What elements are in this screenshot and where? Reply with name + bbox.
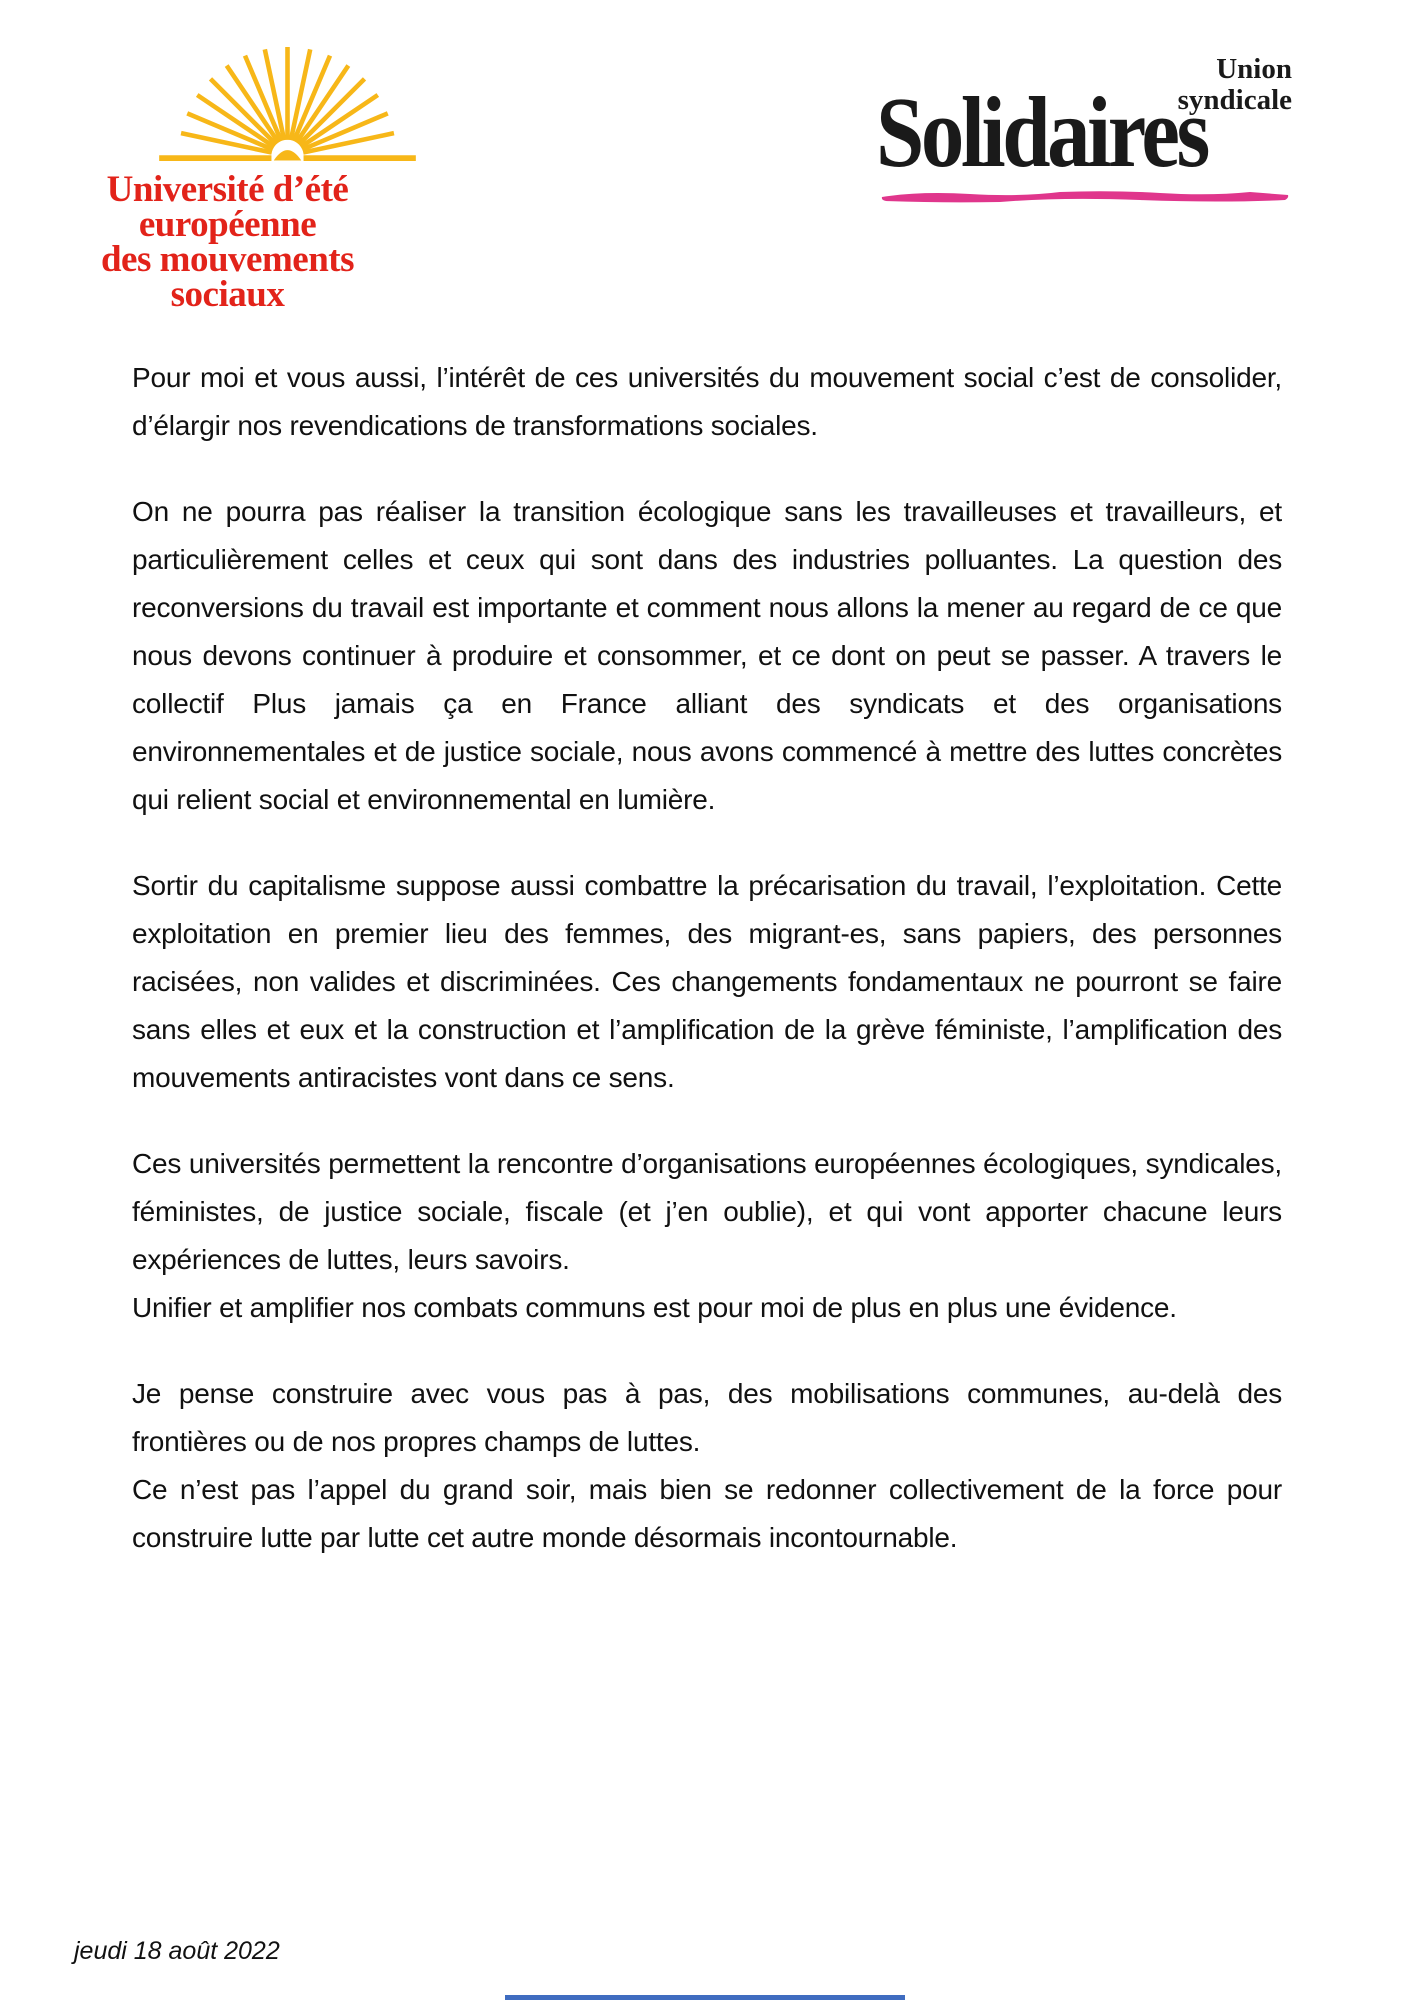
paragraph-text: Ce n’est pas l’appel du grand soir, mais bien se redonner collectivement de la force pour construire lutte par lutte cet autre monde désormais incontournable. bbox=[132, 1474, 1282, 1553]
bottom-rule bbox=[505, 1995, 905, 2000]
university-logo-text bbox=[40, 169, 415, 315]
paragraph bbox=[132, 862, 1282, 1102]
sun-rays-icon bbox=[150, 36, 425, 168]
paragraph-text: Pour moi et vous aussi, l’intérêt de ces universités du mouvement social c’est de consolider, d’élargir nos revendications de transformations sociales. bbox=[132, 362, 1282, 441]
letter-body bbox=[132, 354, 1282, 1600]
paragraph bbox=[132, 354, 1282, 450]
paragraph-text: Unifier et amplifier nos combats communs est pour moi de plus en plus une évidence. bbox=[132, 1292, 1177, 1323]
paragraph-text: Ces universités permettent la rencontre d’organisations européennes écologiques, syndicales, féministes, de justice sociale, fiscale (et j’en oublie), et qui vont apporter chacune leurs expériences de luttes, leurs savoirs. bbox=[132, 1148, 1282, 1275]
university-logo-line1: Université d’été bbox=[106, 169, 349, 210]
university-logo-line3: des mouvements sociaux bbox=[100, 239, 354, 315]
paragraph-text: Je pense construire avec vous pas à pas, des mobilisations communes, au-delà des frontières ou de nos propres champs de luttes. bbox=[132, 1378, 1282, 1457]
solidaires-logo bbox=[870, 50, 1300, 220]
university-logo-line2: européenne bbox=[138, 204, 317, 245]
solidaires-wordmark: Solidaires bbox=[876, 76, 1207, 188]
date-stamp: jeudi 18 août 2022 bbox=[74, 1937, 280, 1965]
paragraph bbox=[132, 1370, 1282, 1562]
paragraph-text: On ne pourra pas réaliser la transition écologique sans les travailleuses et travailleurs, et particulièrement celles et ceux qui sont dans des industries polluantes. La question des reconversions du travail est importante et comment nous allons la mener au regard de ce que nous devons continuer à produire et consommer, et ce dont on peut se passer. A travers le collectif Plus jamais ça en France alliant des syndicats et des organisations environnementales et de justice sociale, nous avons commencé à mettre des luttes concrètes qui relient social et environnemental en lumière. bbox=[132, 496, 1282, 815]
paragraph bbox=[132, 488, 1282, 824]
solidaires-tagline-line1: Union bbox=[1216, 53, 1292, 85]
brush-underline-icon bbox=[880, 188, 1290, 204]
solidaires-tagline-line2: syndicale bbox=[1177, 84, 1292, 116]
paragraph bbox=[132, 1140, 1282, 1332]
paragraph-text: Sortir du capitalisme suppose aussi combattre la précarisation du travail, l’exploitation. Cette exploitation en premier lieu des femmes, des migrant-es, sans papiers, des personnes racisées, non valides et discriminées. Ces changements fondamentaux ne pourront se faire sans elles et eux et la construction et l’amplification de la grève féministe, l’amplification des mouvements antiracistes vont dans ce sens. bbox=[132, 870, 1282, 1093]
